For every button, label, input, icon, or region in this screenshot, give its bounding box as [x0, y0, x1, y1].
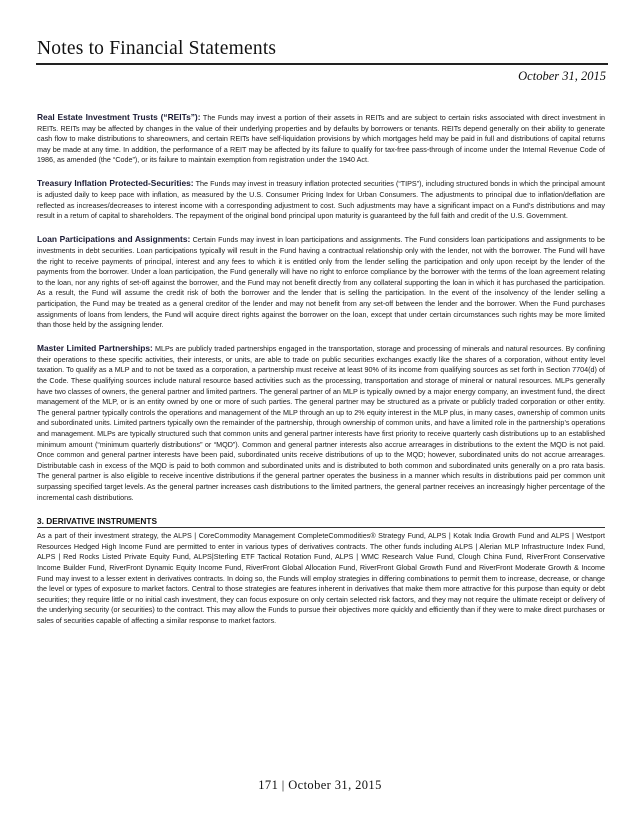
section-loan-participations	[37, 234, 605, 330]
derivatives-heading: 3. DERIVATIVE INSTRUMENTS	[37, 516, 605, 529]
page-footer	[0, 778, 640, 793]
section-body: MLPs are publicly traded partnerships engaged in the transportation, storage and processing of minerals and natural resources. By confining their operations to these specific activities, their interests, or units, are able to trade on public securities exchanges exactly like the shares of a corporation, without entity level taxation. To qualify as a MLP and to not be taxed as a corporation, a partnership must receive at least 90% of its income from qualifying sources as set forth in Section 7704(d) of the Code. These qualifying sources include natural resource based activities such as the processing, transportation and storage of mineral or natural resources. MLPs generally have two classes of owners, the general partner and limited partners. The general partner of an MLP is typically owned by a major energy company, an investment fund, the direct management of the MLP, or is an entity owned by one or more of such parties. The general partner may be structured as a private or publicly traded corporation or other entity. The general partner typically controls the operations and management of the MLP through an up to 2% equity interest in the MLP plus, in many cases, ownership of common units and subordinated units. Limited partners typically own the remainder of the partnership, through ownership of common units, and have a limited role in the partnership’s operations and management. MLPs are typically structured such that common units and general partner interests have first priority to receive quarterly cash distributions up to an established minimum amount (“minimum quarterly distributions” or “MQD”). Common and general partner interests also accrue arrearages in distributions to the extent the MQD is not paid. Once common and general partner interests have been paid, subordinated units receive distributions of up to the MQD; however, subordinated units do not accrue arrearages. Distributable cash in excess of the MQD is paid to both common and subordinated units and is distributed to both common and subordinated units generally on a pro rata basis. The general partner is also eligible to receive incentive distributions if the general partner operates the business in a manner which results in distributions paid per common unit surpassing specified target levels. As the general partner increases cash distributions to the limited partners, the general partner receives an increasingly higher percentage of the incremental cash distributions.	[37, 344, 605, 502]
section-heading: Loan Participations and Assignments:	[37, 234, 191, 245]
derivatives-body: As a part of their investment strategy, the ALPS | CoreCommodity Management CompleteCommodities® Strategy Fund, ALPS | Kotak India Growth Fund and ALPS | Westport Resources Hedged High Income Fund are permitted to enter in various types of derivatives contracts. The other funds including ALPS | Alerian MLP Infrastructure Index Fund, ALPS | Red Rocks Listed Private Equity Fund, ALPS|Sterling ETF Tactical Rotation Fund, ALPS | WMC Research Value Fund, Clough China Fund, RiverFront Conservative Income Builder Fund, RiverFront Dynamic Equity Income Fund, RiverFront Global Allocation Fund, RiverFront Global Growth Fund and RiverFront Moderate Growth & Income Fund may invest to a lesser extent in derivatives contracts. In doing so, the Funds will employ strategies in differing combinations to permit them to increase, decrease, or change the level or types of exposure to market factors. Central to those strategies are features inherent in derivatives that make them more attractive for this purpose than equity or debt securities; they require little or no initial cash investment, they can focus exposure on only certain selected risk factors, and they may not require the ultimate receipt or delivery of the underlying security (or securities) to the contract. This may allow the Funds to pursue their objectives more quickly and efficiently than if they were to make direct purchases or sales of securities capable of affecting a similar response to market factors.	[37, 531, 605, 625]
section-heading: Master Limited Partnerships:	[37, 343, 153, 354]
section-body: The Funds may invest a portion of their assets in REITs and are subject to certain risks associated with direct investment in REITs. REITs may be affected by changes in the value of their underlying properties and by defaults by borrowers or tenants. REITs depend generally on their ability to generate cash flow to make distributions to shareowners, and certain REITs have self-liquidation provisions by which mortgages held may be paid in full and distributions of capital returns may be made at any time. In addition, the performance of a REIT may be affected by its failure to qualify for tax-free pass-through of income under the Internal Revenue Code of 1986, as amended (the “Code”), or its failure to maintain exemption from registration under the 1940 Act.	[37, 113, 605, 165]
report-date: October 31, 2015	[518, 69, 606, 83]
page-title: Notes to Financial Statements	[37, 38, 277, 59]
page-number: 171	[258, 778, 279, 792]
footer-separator: |	[281, 778, 285, 792]
notes-content	[37, 112, 605, 627]
footer-date: October 31, 2015	[288, 778, 382, 792]
section-heading: Real Estate Investment Trusts (“REITs”):	[37, 112, 201, 122]
section-heading: Treasury Inflation Protected-Securities:	[37, 178, 194, 189]
title-divider	[36, 63, 608, 65]
section-reits	[37, 112, 605, 166]
section-body: The Funds may invest in treasury inflation protected securities (“TIPS”), including structured bonds in which the principal amount is adjusted daily to keep pace with inflation, as measured by the U.S. Consumer Pricing Index for Urban Consumers. The adjustments to principal due to inflation/deflation are reflected as increases/decreases to interest income with a corresponding adjustment to cost. Such adjustments may have a significant impact on a Fund’s distributions and may result in a return of capital to shareholders. The repayment of the original bond principal upon maturity is guaranteed by the full faith and credit of the U.S. Government.	[37, 179, 605, 221]
section-tips	[37, 178, 605, 221]
section-body: Certain Funds may invest in loan participations and assignments. The Fund considers loan participations and assignments to be investments in debt securities. Loan participations typically will result in the Fund having a contractual relationship only with the lender, not with the borrower. The Fund will have the right to receive payments of principal, interest and any fees to which it is entitled only from the lender selling the participation and only upon receipt by the lender of the payments from the borrower. Under a loan participation, the Fund generally will have no right to enforce compliance by the borrower with the terms of the loan agreement relating to the loan, nor any rights of set-off against the borrower, and the Fund may not benefit directly from any collateral supporting the loan in which it has purchased the participation. As a result, the Fund will assume the credit risk of both the borrower and the lender that is selling the participation. In the event of the insolvency of the lender selling a participation, the Fund may be treated as a general creditor of the lender and may not benefit from any set-off between the lender and the borrower. When the Fund purchases assignments of loans from lenders, the Fund will acquire direct rights against the borrower on the loan, except that under certain circumstances such rights may be more limited than those held by the assigning lender.	[37, 235, 605, 330]
section-mlps	[37, 343, 605, 503]
